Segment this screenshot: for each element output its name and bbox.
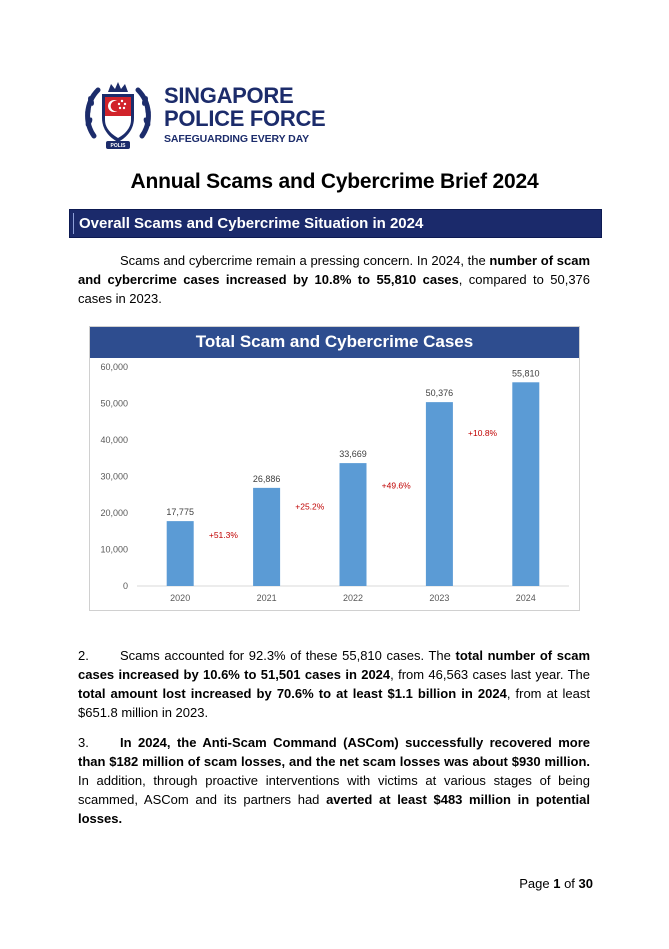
page-word: Page: [519, 876, 554, 891]
chart-plot: [90, 358, 579, 610]
document-title: Annual Scams and Cybercrime Brief 2024: [130, 170, 539, 193]
page-number: [519, 876, 593, 891]
chart-header: [90, 327, 579, 358]
y-tick-label: 60,000: [100, 362, 128, 372]
y-tick-label: 0: [122, 581, 128, 591]
section-heading: Overall Scams and Cybercrime Situation in 2024: [79, 215, 424, 232]
growth-label: +25.2%: [295, 501, 325, 512]
para3-bold-1: In 2024, the Anti-Scam Command (ASCom) successfully recovered more than $182 million of scam losses, and the net scam losses was about $930 million.: [78, 735, 590, 769]
x-tick-label: 2023: [429, 593, 450, 603]
police-crest-icon: [80, 78, 156, 154]
logo-wordmark: [164, 84, 325, 145]
para1-bold: number of scam and cybercrime cases increased by 10.8% to 55,810 cases: [78, 253, 590, 287]
y-tick-label: 40,000: [100, 435, 128, 445]
para1-text-a: Scams and cybercrime remain a pressing concern. In 2024, the: [120, 253, 490, 268]
y-tick-label: 50,000: [100, 398, 128, 409]
bar: [167, 521, 194, 586]
y-tick-label: 30,000: [100, 471, 128, 482]
para1-text-c: , compared to 50,376 cases in 2023.: [78, 272, 591, 306]
paragraph-2: [78, 646, 590, 722]
bar: [253, 488, 280, 586]
growth-label: +51.3%: [208, 530, 238, 541]
y-tick-label: 20,000: [100, 508, 128, 518]
bar-value-label: 55,810: [512, 368, 540, 379]
bar-value-label: 50,376: [425, 388, 454, 399]
bar: [426, 402, 453, 586]
page-of: of: [560, 876, 579, 891]
para3-text-b: In addition, through proactive interventions with victims at various stages of being scammed, ASCom and its partners had: [78, 773, 590, 807]
paragraph-1: [78, 251, 590, 308]
crest-label: POLIS: [110, 143, 126, 149]
logo-line-singapore: SINGAPORE: [164, 83, 294, 108]
section-heading-banner: [69, 209, 602, 238]
bar: [512, 382, 539, 586]
para2-text-e: , from at least $651.8 million in 2023.: [78, 686, 590, 720]
paragraph-3: [78, 733, 590, 828]
growth-label: +10.8%: [468, 427, 498, 438]
para2-bold-1: total number of scam cases increased by 10.6% to 51,501 cases in 2024: [78, 648, 590, 682]
x-tick-label: 2021: [256, 593, 277, 603]
cases-chart: [89, 326, 580, 611]
para2-text-a: Scams accounted for 92.3% of these 55,810 cases. The: [120, 648, 456, 663]
bar-value-label: 33,669: [339, 449, 367, 460]
x-tick-label: 2020: [170, 593, 191, 603]
spf-logo: [80, 78, 326, 154]
x-tick-label: 2024: [515, 593, 536, 603]
x-tick-label: 2022: [342, 593, 364, 603]
para2-text-c: , from 46,563 cases last year. The: [390, 667, 590, 682]
para2-bold-2: total amount lost increased by 70.6% to at least $1.1 billion in 2024: [78, 686, 507, 701]
bar-value-label: 26,886: [252, 473, 281, 484]
para3-number: 3.: [78, 735, 89, 750]
chart-title: Total Scam and Cybercrime Cases: [195, 332, 474, 351]
logo-tagline: SAFEGUARDING EVERY DAY: [164, 133, 310, 145]
para3-bold-2: averted at least $483 million in potential losses.: [78, 792, 590, 826]
bar: [340, 463, 367, 586]
growth-label: +49.6%: [381, 480, 411, 491]
bar-value-label: 17,775: [166, 507, 194, 518]
page-total: 30: [578, 876, 593, 891]
para2-number: 2.: [78, 648, 89, 663]
y-tick-label: 10,000: [100, 544, 128, 555]
page-current: 1: [553, 876, 561, 891]
logo-line-police-force: POLICE FORCE: [164, 106, 326, 131]
